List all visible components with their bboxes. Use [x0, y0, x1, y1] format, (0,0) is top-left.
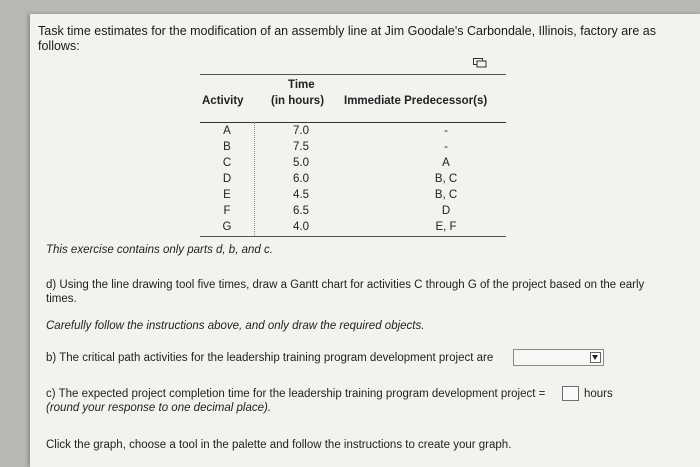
table-row	[200, 157, 506, 173]
table-row	[200, 189, 506, 205]
cell-activity: C	[222, 157, 232, 169]
cell-time: 7.5	[293, 141, 309, 153]
cell-predecessor: -	[444, 141, 448, 153]
parts-note: This exercise contains only parts d, b, and c.	[46, 244, 273, 256]
cell-predecessor: A	[442, 157, 450, 169]
cell-activity: D	[222, 173, 232, 185]
chevron-down-icon[interactable]	[590, 352, 601, 363]
table-bottom-rule	[200, 236, 506, 237]
instructions-text: Carefully follow the instructions above, and only draw the required objects.	[46, 320, 425, 332]
cell-predecessor: B, C	[434, 189, 458, 201]
cell-activity: G	[222, 221, 232, 233]
cell-activity: E	[223, 189, 231, 201]
part-c-text: c) The expected project completion time for the leadership training program development project =	[46, 388, 546, 400]
completion-time-input[interactable]	[562, 386, 579, 401]
cell-time: 6.5	[293, 205, 309, 217]
cell-predecessor: D	[441, 205, 451, 217]
cell-time: 4.5	[293, 189, 309, 201]
cell-activity: F	[223, 205, 231, 217]
cell-time: 6.0	[293, 173, 309, 185]
cell-time: 5.0	[293, 157, 309, 169]
cell-time: 4.0	[293, 221, 309, 233]
cell-activity: B	[223, 141, 231, 153]
table-row	[200, 173, 506, 189]
header-activity: Activity	[202, 95, 244, 107]
part-b-text: b) The critical path activities for the leadership training program development project are	[46, 352, 494, 364]
header-predecessor: Immediate Predecessor(s)	[344, 95, 488, 107]
cell-predecessor: E, F	[435, 221, 457, 233]
table-top-rule	[200, 74, 506, 75]
copy-icon[interactable]	[473, 58, 487, 68]
graph-instruction: Click the graph, choose a tool in the palette and follow the instructions to create your graph.	[46, 439, 512, 451]
hours-unit: hours	[584, 388, 613, 400]
rounding-note: (round your response to one decimal place).	[46, 402, 272, 414]
critical-path-select[interactable]	[513, 349, 604, 366]
part-d-text: d) Using the line drawing tool five times, draw a Gantt chart for activities C through G of the project based on the early times.	[46, 279, 645, 305]
cell-predecessor: B, C	[434, 173, 458, 185]
table-row	[200, 125, 506, 141]
problem-intro: Task time estimates for the modification of an assembly line at Jim Goodale's Carbondale, Illinois, factory are as follows:	[38, 24, 656, 53]
cell-activity: A	[223, 125, 231, 137]
table-row	[200, 221, 506, 237]
question-panel	[30, 14, 700, 467]
table-row	[200, 205, 506, 221]
header-time: Time	[288, 79, 315, 91]
cell-predecessor: -	[444, 125, 448, 137]
cell-time: 7.0	[293, 125, 309, 137]
table-row	[200, 141, 506, 157]
table-header-rule	[200, 122, 506, 123]
header-time-units: (in hours)	[271, 95, 325, 107]
